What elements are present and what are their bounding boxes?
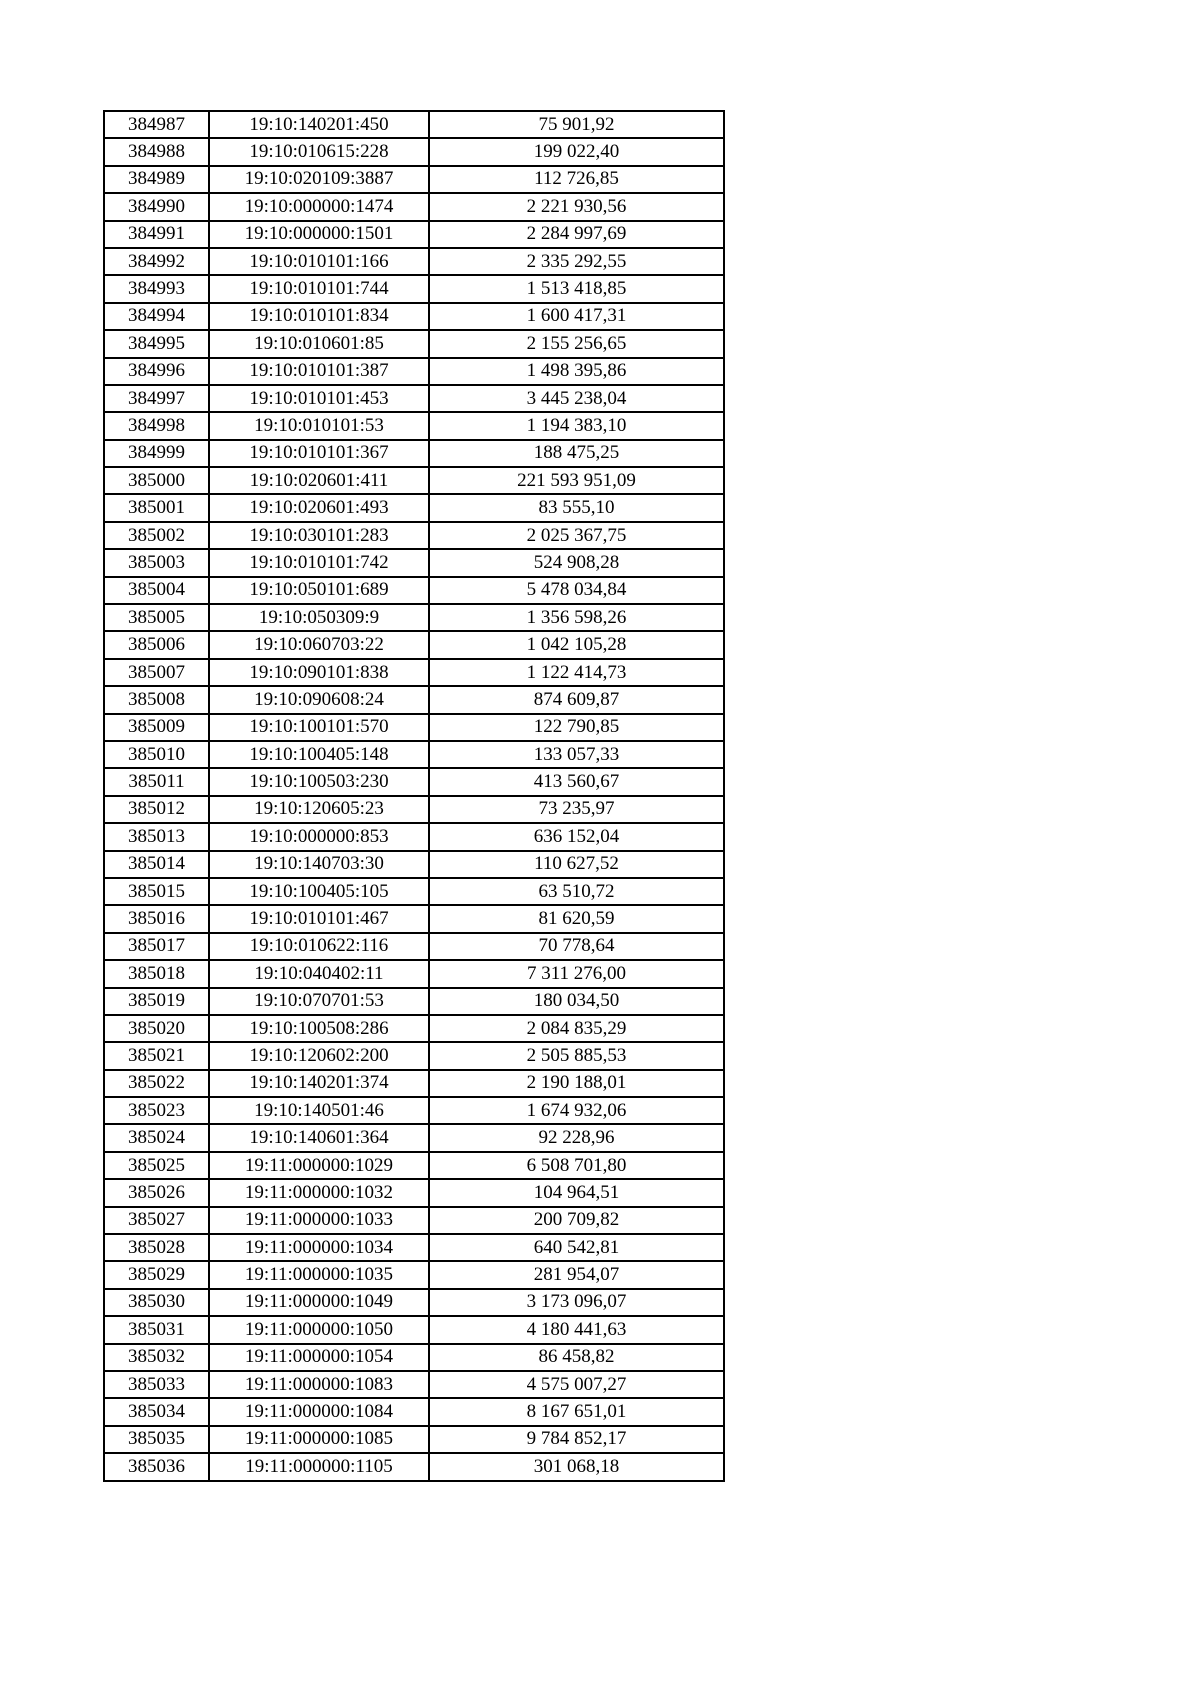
row-number-cell: 384989	[104, 166, 209, 193]
table-row	[104, 522, 724, 549]
table-row	[104, 248, 724, 275]
cadastral-number-cell: 19:10:120605:23	[209, 796, 429, 823]
row-number-cell: 385001	[104, 494, 209, 521]
cadastral-number-cell: 19:10:050309:9	[209, 604, 429, 631]
cadastral-number-cell: 19:10:010101:367	[209, 440, 429, 467]
cadastral-value-cell: 9 784 852,17	[429, 1426, 724, 1453]
table-row	[104, 905, 724, 932]
table-row	[104, 166, 724, 193]
cadastral-number-cell: 19:11:000000:1033	[209, 1207, 429, 1234]
row-number-cell: 385012	[104, 796, 209, 823]
row-number-cell: 385030	[104, 1289, 209, 1316]
cadastral-value-cell: 1 356 598,26	[429, 604, 724, 631]
cadastral-number-cell: 19:10:000000:1474	[209, 193, 429, 220]
table-row	[104, 604, 724, 631]
cadastral-number-cell: 19:11:000000:1054	[209, 1344, 429, 1371]
cadastral-value-cell: 70 778,64	[429, 933, 724, 960]
cadastral-number-cell: 19:11:000000:1050	[209, 1316, 429, 1343]
table-row	[104, 768, 724, 795]
table-row	[104, 1398, 724, 1425]
cadastral-number-cell: 19:11:000000:1085	[209, 1426, 429, 1453]
table-row	[104, 138, 724, 165]
cadastral-number-cell: 19:11:000000:1032	[209, 1179, 429, 1206]
cadastral-number-cell: 19:10:010622:116	[209, 933, 429, 960]
table-row	[104, 1152, 724, 1179]
cadastral-value-cell: 7 311 276,00	[429, 960, 724, 987]
table-row	[104, 111, 724, 138]
table-row	[104, 960, 724, 987]
cadastral-number-cell: 19:10:010101:744	[209, 275, 429, 302]
cadastral-number-cell: 19:11:000000:1083	[209, 1371, 429, 1398]
row-number-cell: 385011	[104, 768, 209, 795]
cadastral-value-cell: 1 122 414,73	[429, 659, 724, 686]
cadastral-value-cell: 200 709,82	[429, 1207, 724, 1234]
cadastral-number-cell: 19:10:100405:105	[209, 878, 429, 905]
row-number-cell: 385019	[104, 988, 209, 1015]
table-row	[104, 686, 724, 713]
cadastral-value-cell: 1 600 417,31	[429, 303, 724, 330]
cadastral-number-cell: 19:10:140703:30	[209, 851, 429, 878]
row-number-cell: 384994	[104, 303, 209, 330]
cadastral-value-cell: 1 513 418,85	[429, 275, 724, 302]
cadastral-value-cell: 2 155 256,65	[429, 330, 724, 357]
table-row	[104, 221, 724, 248]
cadastral-number-cell: 19:10:000000:1501	[209, 221, 429, 248]
row-number-cell: 385009	[104, 714, 209, 741]
cadastral-value-cell: 8 167 651,01	[429, 1398, 724, 1425]
cadastral-value-cell: 83 555,10	[429, 494, 724, 521]
cadastral-number-cell: 19:10:050101:689	[209, 577, 429, 604]
cadastral-number-cell: 19:10:020601:493	[209, 494, 429, 521]
cadastral-value-cell: 112 726,85	[429, 166, 724, 193]
cadastral-number-cell: 19:10:010101:834	[209, 303, 429, 330]
row-number-cell: 384998	[104, 412, 209, 439]
row-number-cell: 384991	[104, 221, 209, 248]
cadastral-number-cell: 19:10:010101:166	[209, 248, 429, 275]
cadastral-value-cell: 1 042 105,28	[429, 631, 724, 658]
table-row	[104, 275, 724, 302]
cadastral-number-cell: 19:10:000000:853	[209, 823, 429, 850]
table-row	[104, 1179, 724, 1206]
cadastral-value-cell: 2 221 930,56	[429, 193, 724, 220]
table-row	[104, 1453, 724, 1480]
row-number-cell: 384995	[104, 330, 209, 357]
cadastral-value-cell: 221 593 951,09	[429, 467, 724, 494]
row-number-cell: 385016	[104, 905, 209, 932]
cadastral-value-cell: 874 609,87	[429, 686, 724, 713]
row-number-cell: 385013	[104, 823, 209, 850]
row-number-cell: 385007	[104, 659, 209, 686]
table-row	[104, 988, 724, 1015]
table-row	[104, 1316, 724, 1343]
cadastral-number-cell: 19:11:000000:1035	[209, 1261, 429, 1288]
cadastral-value-cell: 1 194 383,10	[429, 412, 724, 439]
cadastral-value-cell: 281 954,07	[429, 1261, 724, 1288]
row-number-cell: 385021	[104, 1042, 209, 1069]
table-body	[104, 111, 724, 1481]
cadastral-value-cell: 199 022,40	[429, 138, 724, 165]
row-number-cell: 385015	[104, 878, 209, 905]
table-row	[104, 823, 724, 850]
cadastral-value-cell: 122 790,85	[429, 714, 724, 741]
cadastral-value-cell: 3 445 238,04	[429, 385, 724, 412]
cadastral-value-cell: 2 284 997,69	[429, 221, 724, 248]
cadastral-value-cell: 4 180 441,63	[429, 1316, 724, 1343]
cadastral-number-cell: 19:11:000000:1029	[209, 1152, 429, 1179]
table-row	[104, 659, 724, 686]
table-row	[104, 1097, 724, 1124]
cadastral-number-cell: 19:10:030101:283	[209, 522, 429, 549]
cadastral-value-cell: 3 173 096,07	[429, 1289, 724, 1316]
cadastral-value-cell: 110 627,52	[429, 851, 724, 878]
table-row	[104, 1124, 724, 1151]
table-row	[104, 385, 724, 412]
cadastral-number-cell: 19:10:010601:85	[209, 330, 429, 357]
cadastral-number-cell: 19:10:100508:286	[209, 1015, 429, 1042]
row-number-cell: 385033	[104, 1371, 209, 1398]
table-row	[104, 1289, 724, 1316]
cadastral-value-cell: 6 508 701,80	[429, 1152, 724, 1179]
cadastral-value-cell: 2 335 292,55	[429, 248, 724, 275]
cadastral-number-cell: 19:11:000000:1105	[209, 1453, 429, 1480]
row-number-cell: 385000	[104, 467, 209, 494]
cadastral-number-cell: 19:10:060703:22	[209, 631, 429, 658]
table-row	[104, 1344, 724, 1371]
row-number-cell: 384993	[104, 275, 209, 302]
table-row	[104, 303, 724, 330]
row-number-cell: 385035	[104, 1426, 209, 1453]
row-number-cell: 385004	[104, 577, 209, 604]
cadastral-value-cell: 92 228,96	[429, 1124, 724, 1151]
cadastral-number-cell: 19:10:100101:570	[209, 714, 429, 741]
cadastral-value-cell: 524 908,28	[429, 549, 724, 576]
cadastral-number-cell: 19:10:010101:53	[209, 412, 429, 439]
cadastral-number-cell: 19:11:000000:1049	[209, 1289, 429, 1316]
cadastral-value-cell: 63 510,72	[429, 878, 724, 905]
table-row	[104, 1426, 724, 1453]
table-row	[104, 1371, 724, 1398]
cadastral-value-cell: 81 620,59	[429, 905, 724, 932]
row-number-cell: 384997	[104, 385, 209, 412]
table-row	[104, 851, 724, 878]
row-number-cell: 384992	[104, 248, 209, 275]
cadastral-number-cell: 19:10:010615:228	[209, 138, 429, 165]
row-number-cell: 385017	[104, 933, 209, 960]
row-number-cell: 385010	[104, 741, 209, 768]
cadastral-value-cell: 75 901,92	[429, 111, 724, 138]
row-number-cell: 385026	[104, 1179, 209, 1206]
table-row	[104, 440, 724, 467]
cadastral-value-cell: 4 575 007,27	[429, 1371, 724, 1398]
cadastral-value-cell: 73 235,97	[429, 796, 724, 823]
cadastral-value-cell: 86 458,82	[429, 1344, 724, 1371]
row-number-cell: 384996	[104, 358, 209, 385]
cadastral-number-cell: 19:10:100405:148	[209, 741, 429, 768]
table-row	[104, 467, 724, 494]
row-number-cell: 385018	[104, 960, 209, 987]
cadastral-value-cell: 133 057,33	[429, 741, 724, 768]
row-number-cell: 385029	[104, 1261, 209, 1288]
cadastral-number-cell: 19:10:020109:3887	[209, 166, 429, 193]
row-number-cell: 385027	[104, 1207, 209, 1234]
cadastral-number-cell: 19:10:020601:411	[209, 467, 429, 494]
cadastral-number-cell: 19:10:140501:46	[209, 1097, 429, 1124]
row-number-cell: 385036	[104, 1453, 209, 1480]
cadastral-number-cell: 19:10:090101:838	[209, 659, 429, 686]
cadastral-number-cell: 19:10:040402:11	[209, 960, 429, 987]
row-number-cell: 385025	[104, 1152, 209, 1179]
cadastral-value-cell: 2 025 367,75	[429, 522, 724, 549]
table-row	[104, 330, 724, 357]
table-row	[104, 1234, 724, 1261]
row-number-cell: 384987	[104, 111, 209, 138]
table-row	[104, 878, 724, 905]
row-number-cell: 385024	[104, 1124, 209, 1151]
cadastral-number-cell: 19:10:140601:364	[209, 1124, 429, 1151]
row-number-cell: 385006	[104, 631, 209, 658]
table-row	[104, 741, 724, 768]
cadastral-value-cell: 301 068,18	[429, 1453, 724, 1480]
row-number-cell: 384999	[104, 440, 209, 467]
cadastral-number-cell: 19:10:120602:200	[209, 1042, 429, 1069]
cadastral-number-cell: 19:11:000000:1084	[209, 1398, 429, 1425]
cadastral-value-cell: 2 084 835,29	[429, 1015, 724, 1042]
cadastral-value-cell: 104 964,51	[429, 1179, 724, 1206]
cadastral-value-cell: 640 542,81	[429, 1234, 724, 1261]
cadastral-value-cell: 636 152,04	[429, 823, 724, 850]
row-number-cell: 385034	[104, 1398, 209, 1425]
table-row	[104, 412, 724, 439]
row-number-cell: 384990	[104, 193, 209, 220]
table-row	[104, 1015, 724, 1042]
table-row	[104, 714, 724, 741]
cadastral-value-table	[103, 110, 725, 1482]
table-row	[104, 1207, 724, 1234]
row-number-cell: 384988	[104, 138, 209, 165]
cadastral-number-cell: 19:10:140201:450	[209, 111, 429, 138]
cadastral-number-cell: 19:10:010101:387	[209, 358, 429, 385]
row-number-cell: 385031	[104, 1316, 209, 1343]
cadastral-number-cell: 19:10:100503:230	[209, 768, 429, 795]
table-row	[104, 933, 724, 960]
table-row	[104, 1070, 724, 1097]
table-row	[104, 1042, 724, 1069]
table-row	[104, 631, 724, 658]
cadastral-value-cell: 1 498 395,86	[429, 358, 724, 385]
cadastral-number-cell: 19:10:140201:374	[209, 1070, 429, 1097]
cadastral-number-cell: 19:11:000000:1034	[209, 1234, 429, 1261]
cadastral-value-cell: 1 674 932,06	[429, 1097, 724, 1124]
row-number-cell: 385022	[104, 1070, 209, 1097]
row-number-cell: 385032	[104, 1344, 209, 1371]
cadastral-value-cell: 5 478 034,84	[429, 577, 724, 604]
cadastral-number-cell: 19:10:070701:53	[209, 988, 429, 1015]
table-row	[104, 1261, 724, 1288]
row-number-cell: 385023	[104, 1097, 209, 1124]
cadastral-value-cell: 2 190 188,01	[429, 1070, 724, 1097]
table-row	[104, 193, 724, 220]
row-number-cell: 385020	[104, 1015, 209, 1042]
cadastral-number-cell: 19:10:010101:453	[209, 385, 429, 412]
table-row	[104, 577, 724, 604]
table-row	[104, 549, 724, 576]
row-number-cell: 385008	[104, 686, 209, 713]
table-row	[104, 358, 724, 385]
row-number-cell: 385028	[104, 1234, 209, 1261]
cadastral-value-cell: 2 505 885,53	[429, 1042, 724, 1069]
row-number-cell: 385003	[104, 549, 209, 576]
cadastral-number-cell: 19:10:090608:24	[209, 686, 429, 713]
row-number-cell: 385014	[104, 851, 209, 878]
cadastral-number-cell: 19:10:010101:467	[209, 905, 429, 932]
cadastral-value-cell: 180 034,50	[429, 988, 724, 1015]
table-row	[104, 494, 724, 521]
cadastral-number-cell: 19:10:010101:742	[209, 549, 429, 576]
row-number-cell: 385002	[104, 522, 209, 549]
cadastral-value-cell: 188 475,25	[429, 440, 724, 467]
cadastral-value-cell: 413 560,67	[429, 768, 724, 795]
row-number-cell: 385005	[104, 604, 209, 631]
table-row	[104, 796, 724, 823]
